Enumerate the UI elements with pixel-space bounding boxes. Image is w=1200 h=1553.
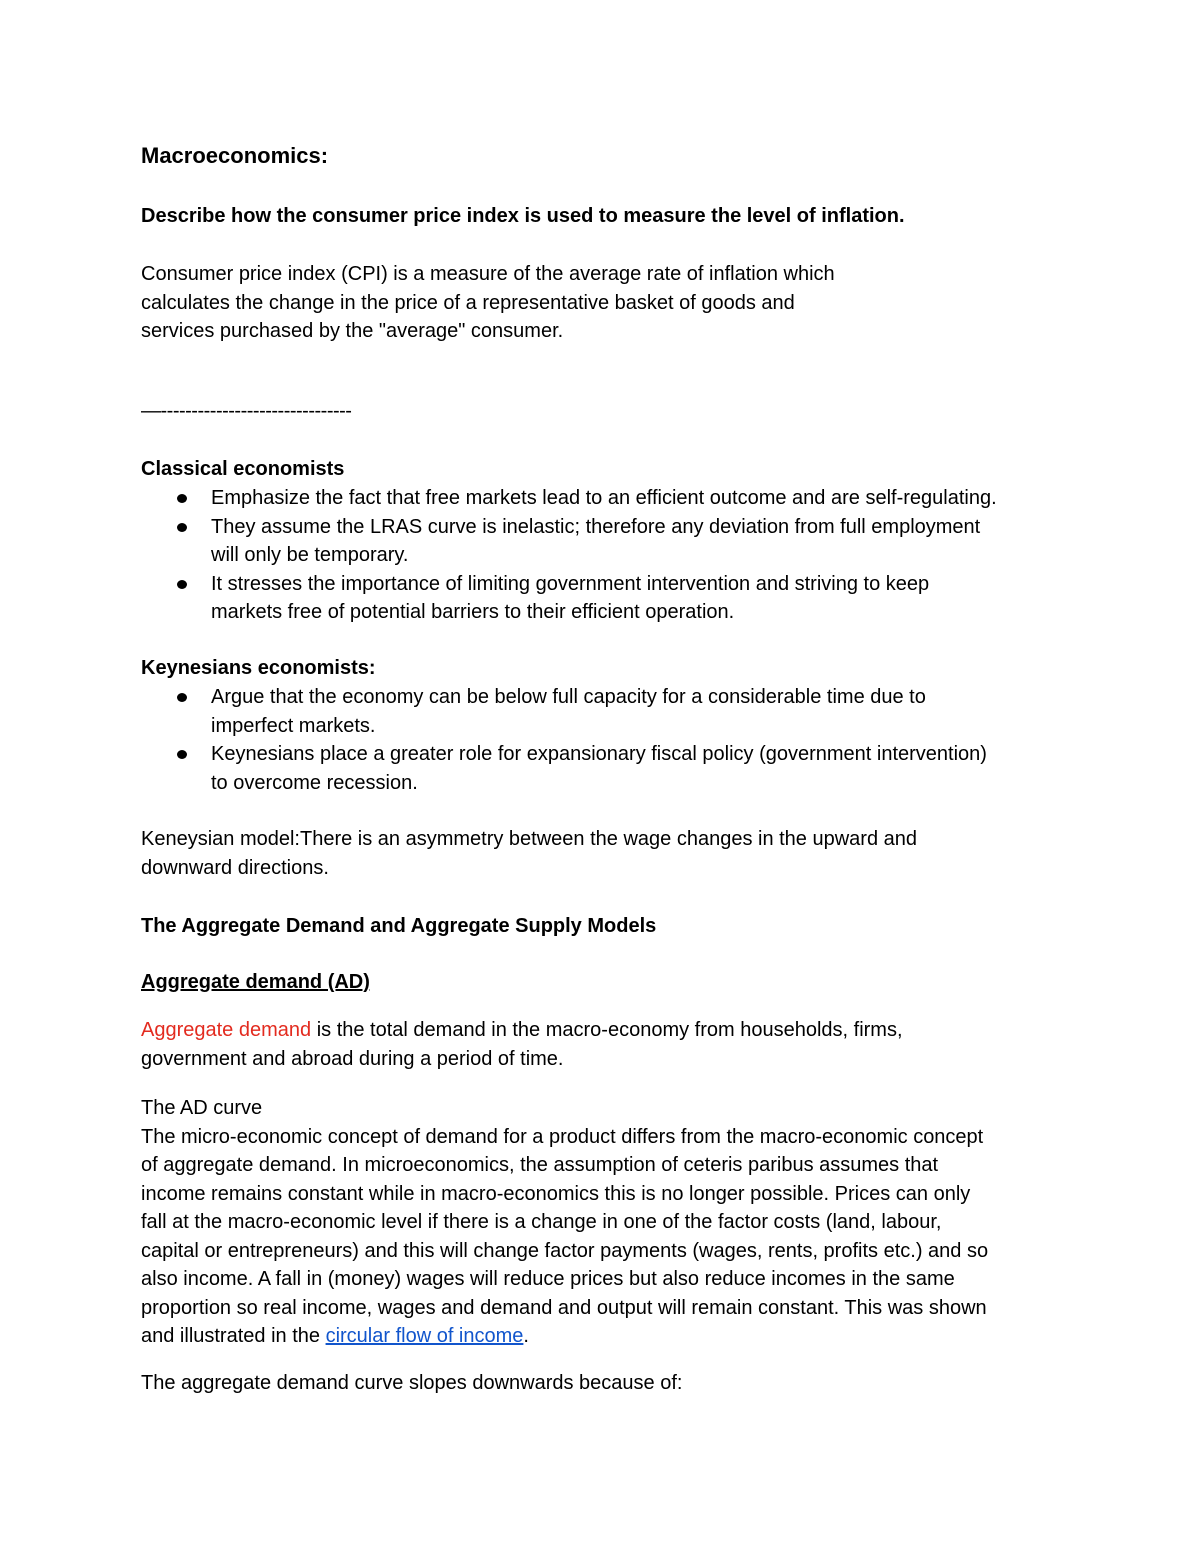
- list-item-text: It stresses the importance of limiting government intervention and striving to keep: [211, 572, 930, 595]
- list-item: [141, 484, 1071, 513]
- adas-heading: The Aggregate Demand and Aggregate Supply Models: [141, 915, 657, 937]
- list-item-text: to overcome recession.: [211, 771, 418, 794]
- keynesian-model-paragraph: [141, 825, 1071, 882]
- list-item-text: Keynesians place a greater role for expansionary fiscal policy (government intervention): [211, 743, 987, 765]
- list-item-text: imperfect markets.: [211, 714, 376, 737]
- ad-definition: [141, 1016, 1071, 1073]
- cpi-line: calculates the change in the price of a representative basket of goods and: [141, 291, 795, 314]
- list-item: [141, 570, 1071, 627]
- bullet-icon: [177, 523, 187, 532]
- paragraph-line: [141, 1322, 1071, 1351]
- paragraph-text: and illustrated in the: [141, 1325, 326, 1347]
- list-item: [141, 740, 1071, 797]
- bullet-icon: [177, 750, 187, 759]
- cpi-paragraph: [141, 260, 1071, 346]
- classical-list: [141, 484, 1071, 627]
- ad-curve-paragraph: [141, 1094, 1071, 1351]
- list-item: [141, 513, 1071, 570]
- ad-definition-text: is the total demand in the macro-economy from households, firms,: [311, 1019, 903, 1041]
- paragraph-line: The micro-economic concept of demand for a product differs from the macro-economic concept: [141, 1125, 984, 1148]
- circular-flow-link[interactable]: circular flow of income: [325, 1325, 524, 1347]
- page-title: Macroeconomics:: [141, 143, 329, 168]
- list-item-text: markets free of potential barriers to their efficient operation.: [211, 601, 735, 623]
- classical-heading: Classical economists: [141, 458, 345, 480]
- paragraph-line: income remains constant while in macro-economics this is no longer possible. Prices can only: [141, 1182, 971, 1205]
- paragraph-line: fall at the macro-economic level if there is a change in one of the factor costs (land, labour,: [141, 1211, 942, 1233]
- paragraph-line: government and abroad during a period of time.: [141, 1047, 564, 1070]
- cpi-line: Consumer price index (CPI) is a measure of the average rate of inflation which: [141, 263, 835, 285]
- paragraph-line: downward directions.: [141, 856, 329, 879]
- section-divider: —-------------------------------: [141, 400, 352, 422]
- list-item: [141, 683, 1071, 740]
- paragraph-line: of aggregate demand. In microeconomics, the assumption of ceteris paribus assumes that: [141, 1154, 939, 1176]
- paragraph-line: Keneysian model:There is an asymmetry between the wage changes in the upward and: [141, 828, 918, 850]
- paragraph-line: capital or entrepreneurs) and this will change factor payments (wages, rents, profits etc.) and so: [141, 1239, 989, 1262]
- slopes-sentence: The aggregate demand curve slopes downwards because of:: [141, 1372, 683, 1394]
- paragraph-text: .: [523, 1325, 529, 1347]
- list-item-text: will only be temporary.: [211, 544, 409, 566]
- ad-heading: Aggregate demand (AD): [141, 971, 370, 993]
- bullet-icon: [177, 580, 187, 589]
- ad-term: Aggregate demand: [141, 1019, 312, 1041]
- question-heading: Describe how the consumer price index is used to measure the level of inflation.: [141, 205, 905, 227]
- paragraph-line: [141, 1016, 1071, 1045]
- bullet-icon: [177, 494, 187, 503]
- list-item-text: They assume the LRAS curve is inelastic; therefore any deviation from full employment: [211, 515, 981, 538]
- ad-curve-title: The AD curve: [141, 1097, 263, 1119]
- keynesians-list: [141, 683, 1071, 797]
- cpi-line: services purchased by the "average" consumer.: [141, 320, 564, 342]
- list-item-text: Argue that the economy can be below full capacity for a considerable time due to: [211, 686, 926, 708]
- paragraph-line: also income. A fall in (money) wages will reduce prices but also reduce incomes in the same: [141, 1268, 955, 1290]
- list-item-text: Emphasize the fact that free markets lead to an efficient outcome and are self-regulating.: [211, 487, 997, 509]
- paragraph-line: proportion so real income, wages and demand and output will remain constant. This was shown: [141, 1296, 987, 1319]
- keynesians-heading: Keynesians economists:: [141, 657, 376, 679]
- bullet-icon: [177, 693, 187, 702]
